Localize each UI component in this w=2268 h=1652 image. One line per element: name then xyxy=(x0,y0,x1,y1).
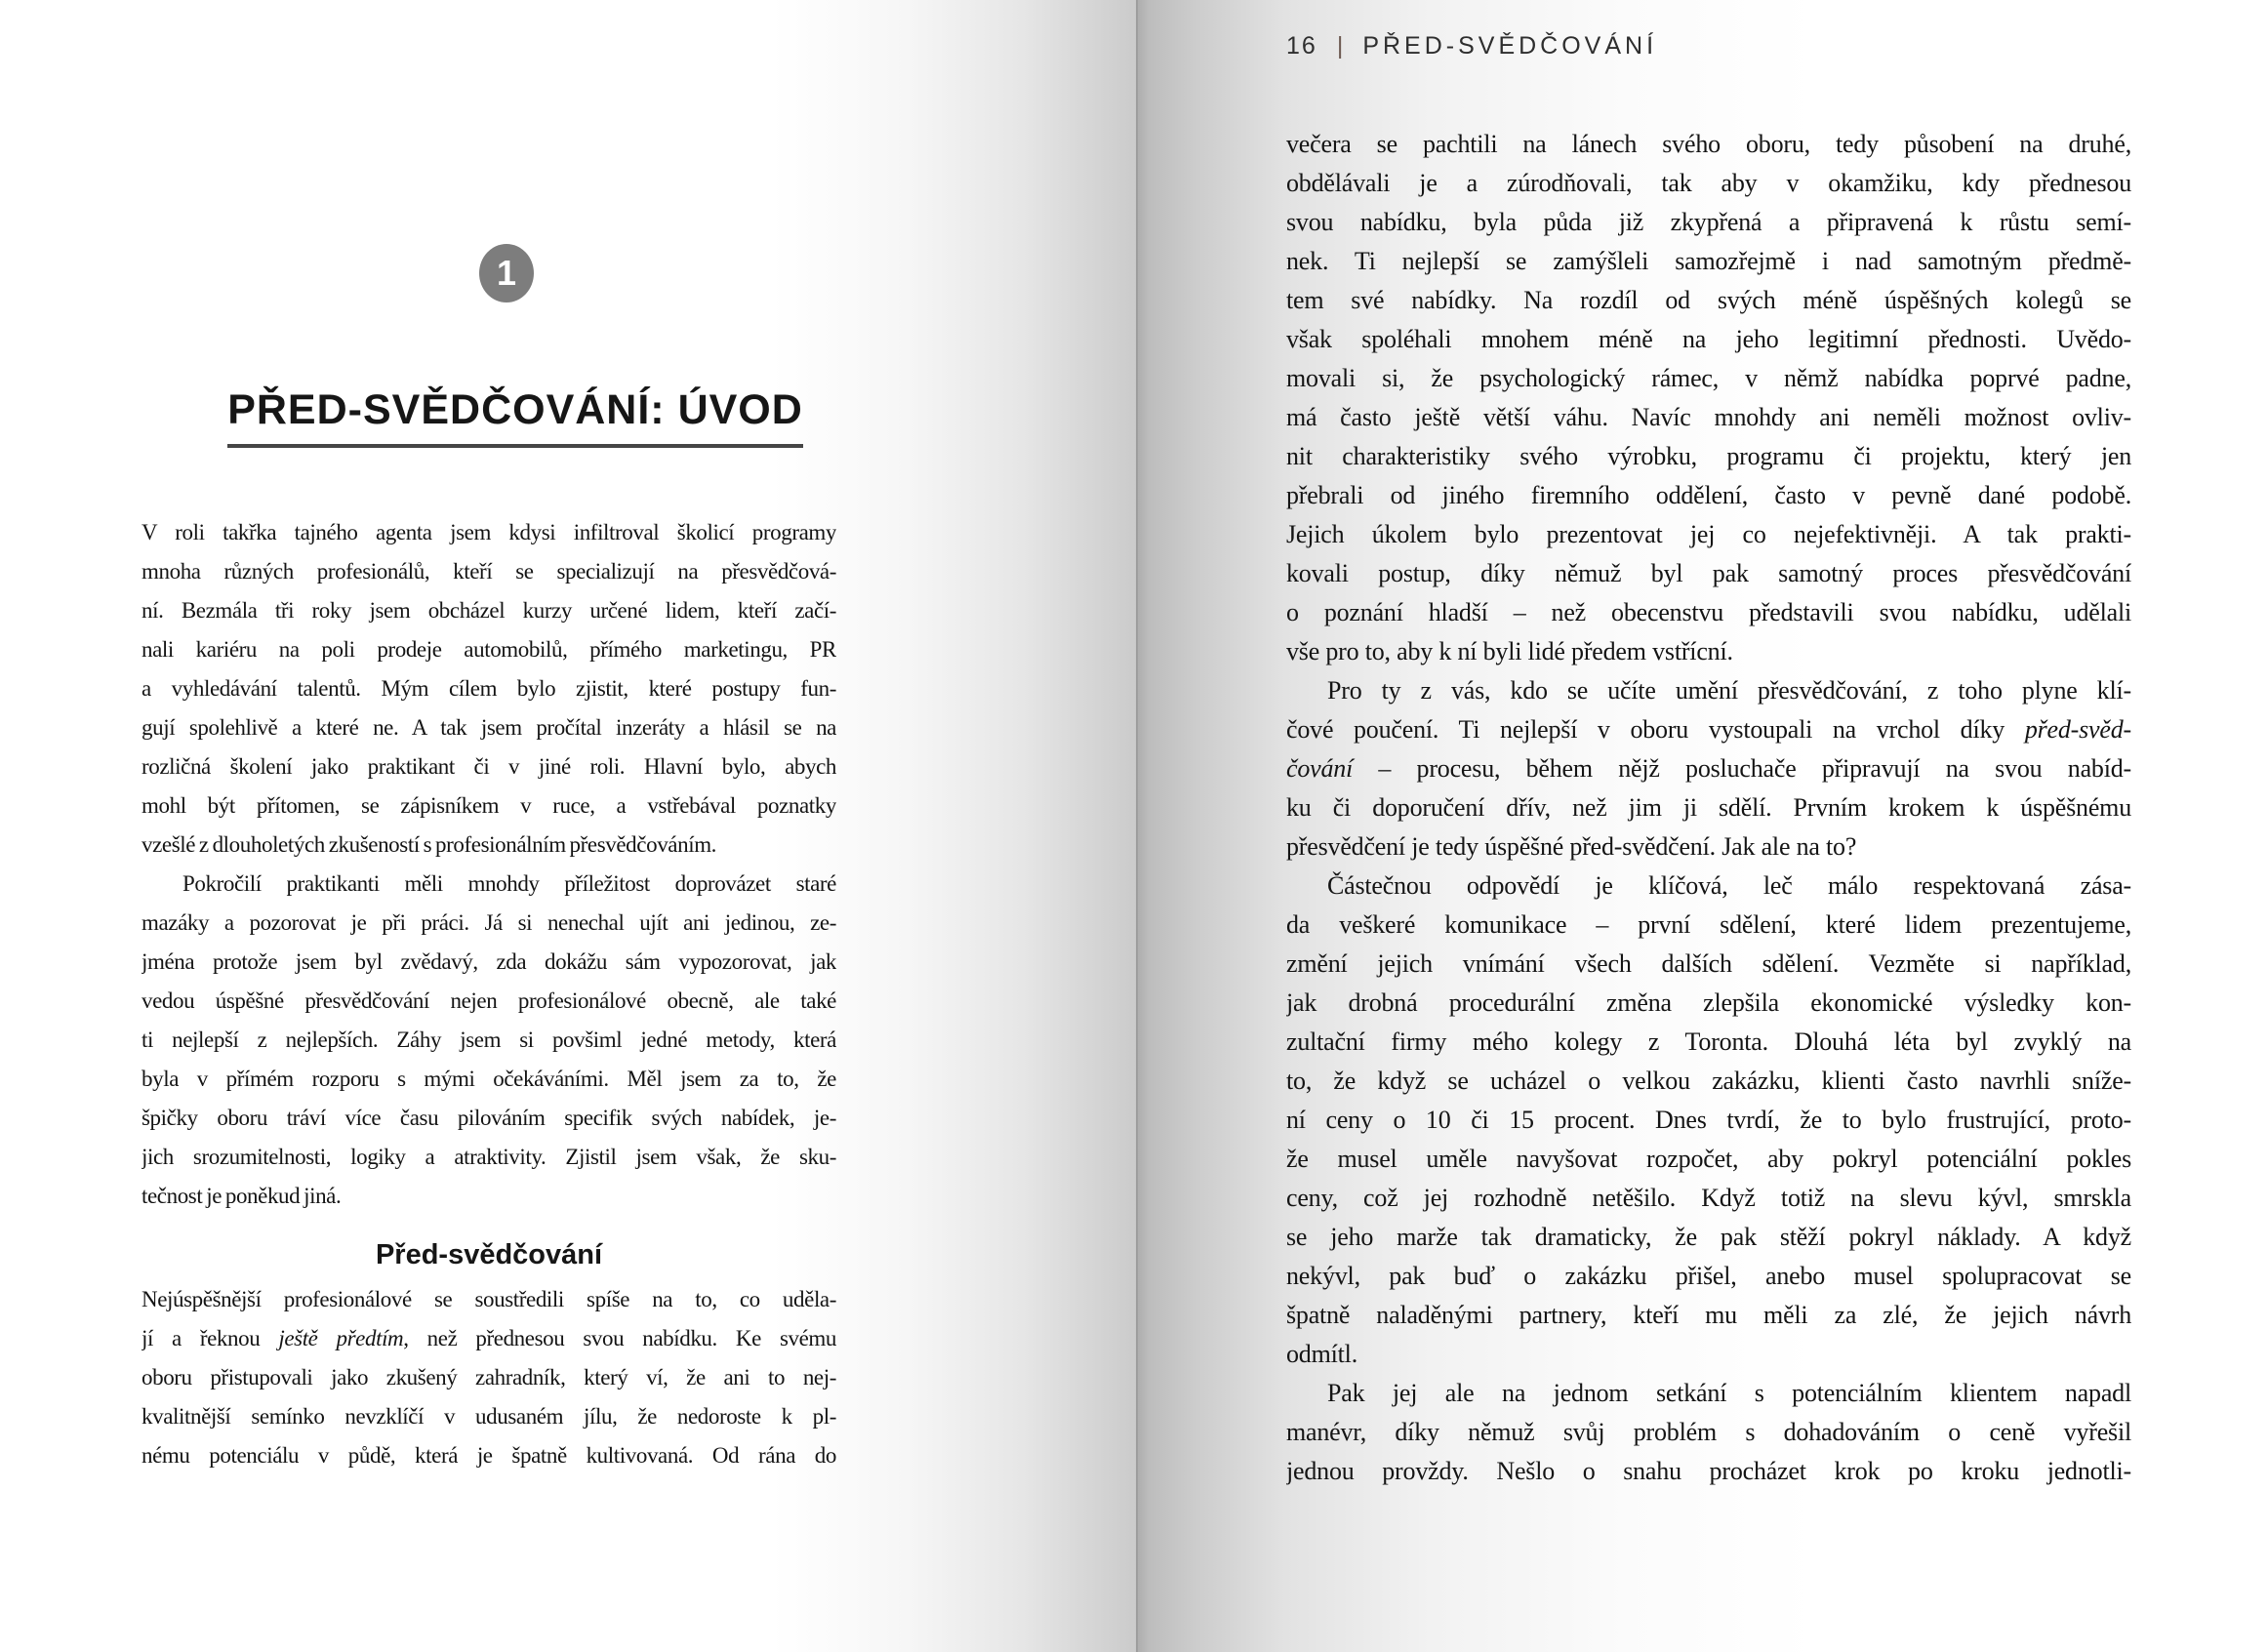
text-line: jich srozumitelnosti, logiky a atraktivity. Zjistil jsem však, že sku- xyxy=(142,1145,836,1169)
paragraph xyxy=(1286,866,2131,1374)
text-line: špičky oboru tráví více času pilováním specifik svých nabídek, je- xyxy=(142,1106,836,1130)
text-line: kvalitnější semínko nevzklíčí v udusaném jílu, že nedoroste k pl- xyxy=(142,1404,836,1429)
text-line: nek. Ti nejlepší se zamýšleli samozřejmě i nad samotným předmě- xyxy=(1286,247,2131,275)
text-line: změní jejich vnímání všech dalších sdělení. Vezměte si například, xyxy=(1286,949,2131,978)
text-line: gují spolehlivě a které ne. A tak jsem pročítal inzeráty a hlásil se na xyxy=(142,715,836,740)
text-line: čování – procesu, během nějž posluchače připravují na svou nabíd- xyxy=(1286,754,2131,783)
text-line: odmítl. xyxy=(1286,1340,1357,1368)
text-line: jména protože jsem byl zvědavý, zda dokážu sám vypozorovat, jak xyxy=(142,949,836,974)
text-line: večera se pachtili na lánech svého oboru, tedy působení na druhé, xyxy=(1286,130,2131,158)
paragraph xyxy=(142,1280,836,1475)
paragraph xyxy=(1286,1374,2131,1491)
header-separator: | xyxy=(1336,32,1344,60)
text-line: Pro ty z vás, kdo se učíte umění přesvědčování, z toho plyne klí- xyxy=(1327,676,2131,705)
text-line: nému potenciálu v půdě, která je špatně kultivovaná. Od rána do xyxy=(142,1443,836,1468)
text-line: a vyhledávání talentů. Mým cílem bylo zjistit, které postupy fun- xyxy=(142,676,836,701)
text-line: tem své nabídky. Na rozdíl od svých méně úspěšných kolegů se xyxy=(1286,286,2131,314)
chapter-title: PŘED-SVĚDČOVÁNÍ: ÚVOD xyxy=(227,386,803,448)
text-line: vedou úspěšné přesvědčování nejen profesionálové obecně, ale také xyxy=(142,988,836,1013)
paragraph xyxy=(142,513,836,865)
text-line: kovali postup, díky němuž byl pak samotný proces přesvědčování xyxy=(1286,559,2131,587)
text-line: byla v přímém rozporu s mými očekáváními. Měl jsem za to, že xyxy=(142,1067,836,1091)
text-line: Jejich úkolem bylo prezentovat jej co nejefektivněji. A tak prakti- xyxy=(1286,520,2131,548)
text-line: to, že když se ucházel o velkou zakázku, klienti často navrhli sníže- xyxy=(1286,1067,2131,1095)
text-line: svou nabídku, byla půda již zkypřená a připravená k růstu semí- xyxy=(1286,208,2131,236)
text-line: špatně naladěnými partnery, kteří mu měli za zlé, že jejich návrh xyxy=(1286,1301,2131,1329)
left-page-body xyxy=(142,513,836,1475)
paragraph xyxy=(142,865,836,1216)
text-line: že musel uměle navyšovat rozpočet, aby pokryl potenciální pokles xyxy=(1286,1145,2131,1173)
text-line: jak drobná procedurální změna zlepšila ekonomické výsledky kon- xyxy=(1286,988,2131,1017)
text-line: ti nejlepší z nejlepších. Záhy jsem si povšiml jedné metody, která xyxy=(142,1027,836,1052)
text-line: čové poučení. Ti nejlepší v oboru vystoupali na vrchol díky před-svěd- xyxy=(1286,715,2131,744)
text-line: mazáky a pozorovat je při práci. Já si nenechal ujít ani jedinou, ze- xyxy=(142,910,836,935)
text-line: však spoléhali mnohem méně na jeho legitimní přednosti. Uvědo- xyxy=(1286,325,2131,353)
text-line: nit charakteristiky svého výrobku, programu či projektu, který jen xyxy=(1286,442,2131,470)
text-line: mohl být přítomen, se zápisníkem v ruce, a vstřebával poznatky xyxy=(142,793,836,818)
text-line: jednou provždy. Nešlo o snahu procházet krok po kroku jednotli- xyxy=(1286,1457,2131,1485)
text-line: se jeho marže tak dramaticky, že pak stěží pokryl náklady. A když xyxy=(1286,1223,2131,1251)
text-line: mnoha různých profesionálů, kteří se specializují na přesvědčová- xyxy=(142,559,836,584)
text-line: Částečnou odpovědí je klíčová, leč málo respektovaná zása- xyxy=(1327,871,2131,900)
text-line: nekývl, pak buď o zakázku přišel, anebo musel spolupracovat se xyxy=(1286,1262,2131,1290)
text-line: jí a řeknou ještě předtím, než přednesou svou nabídku. Ke svému xyxy=(142,1326,836,1350)
text-line: Pak jej ale na jednom setkání s potenciálním klientem napadl xyxy=(1327,1379,2131,1407)
text-line: Pokročilí praktikanti měli mnohdy příležitost doprovázet staré xyxy=(182,871,836,896)
text-line: movali si, že psychologický rámec, v němž nabídka poprvé padne, xyxy=(1286,364,2131,392)
chapter-number-badge: 1 xyxy=(479,244,534,302)
section-subheading: Před-svědčování xyxy=(375,1239,603,1270)
text-line: má často ještě větší váhu. Navíc mnohdy ani neměli možnost ovliv- xyxy=(1286,403,2131,431)
text-line: Nejúspěšnější profesionálové se soustředili spíše na to, co uděla- xyxy=(142,1287,836,1311)
chapter-title-wrap xyxy=(142,386,889,448)
text-line: ceny, což jej rozhodně netěšilo. Když totiž na slevu kývl, smrskla xyxy=(1286,1184,2131,1212)
text-line: přesvědčení je tedy úspěšné před-svědčení. Jak ale na to? xyxy=(1286,832,1857,861)
text-line: rozličná školení jako praktikant či v jiné roli. Hlavní bylo, abych xyxy=(142,754,836,779)
paragraph xyxy=(1286,125,2131,671)
right-page-body xyxy=(1286,125,2131,1491)
text-line: ní ceny o 10 či 15 procent. Dnes tvrdí, že to bylo frustrující, proto- xyxy=(1286,1106,2131,1134)
text-line: da veškeré komunikace – první sdělení, které lidem prezentujeme, xyxy=(1286,910,2131,939)
text-line: vzešlé z dlouholetých zkušeností s profesionálním přesvědčováním. xyxy=(142,832,717,857)
paragraph xyxy=(1286,671,2131,866)
running-header xyxy=(1286,32,1657,60)
text-line: ní. Bezmála tři roky jsem obcházel kurzy určené lidem, kteří začí- xyxy=(142,598,836,623)
text-line: vše pro to, aby k ní byli lidé předem vstřícní. xyxy=(1286,637,1733,665)
running-title: PŘED-SVĚDČOVÁNÍ xyxy=(1362,32,1658,60)
text-line: ku či doporučení dřív, než jim ji sdělí. Prvním krokem k úspěšnému xyxy=(1286,793,2131,822)
text-line: nali kariéru na poli prodeje automobilů, přímého marketingu, PR xyxy=(142,637,836,662)
text-line: oboru přistupovali jako zkušený zahradník, který ví, že ani to nej- xyxy=(142,1365,836,1390)
text-line: o poznání hladší – než obecenstvu představili svou nabídku, udělali xyxy=(1286,598,2131,626)
text-line: manévr, díky němuž svůj problém s dohadováním o ceně vyřešil xyxy=(1286,1418,2131,1446)
text-line: V roli takřka tajného agenta jsem kdysi infiltroval školicí programy xyxy=(142,520,836,544)
text-line: přebrali od jiného firemního oddělení, často v pevně dané podobě. xyxy=(1286,481,2131,509)
right-page xyxy=(1136,0,2268,1652)
text-line: zultační firmy mého kolegy z Toronta. Dlouhá léta byl zvyklý na xyxy=(1286,1027,2131,1056)
text-line: tečnost je poněkud jiná. xyxy=(142,1184,342,1208)
text-line: obdělávali je a zúrodňovali, tak aby v okamžiku, kdy přednesou xyxy=(1286,169,2131,197)
page-number: 16 xyxy=(1286,32,1317,60)
